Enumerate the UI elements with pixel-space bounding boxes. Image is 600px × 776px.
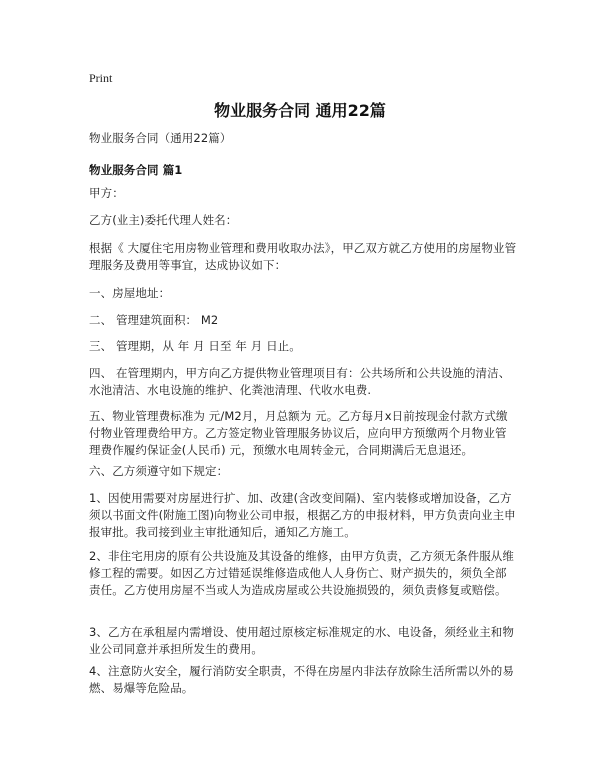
- paragraph-party-a: 甲方：: [89, 186, 124, 200]
- document-subtitle: 物业服务合同（通用22篇）: [89, 131, 232, 145]
- paragraph-clause-4: 四、 在管理期内，甲方向乙方提供物业管理项目有：公共场所和公共设施的清洁、水池清洁、水电设施的维护、化粪池清理、代收水电费.: [89, 366, 511, 397]
- paragraph-rule-4: 4、注意防火安全，履行消防安全职责，不得在房屋内非法存放除生活所需以外的易燃、易爆等危险品。: [89, 664, 515, 695]
- paragraph-preamble: 根据《 大厦住宅用房物业管理和费用收取办法》，甲乙双方就乙方使用的房屋物业管理服务及费用等事宜，达成协议如下：: [89, 241, 517, 272]
- paragraph-rule-1: 1、因使用需要对房屋进行扩、加、改建(含改变间隔)、室内装修或增加设备，乙方须以书面文件(附施工图)向物业公司申报，根据乙方的申报材料，甲方负责向业主申报审批。我司接到业主审批通知后，通知乙方施工。: [89, 491, 516, 539]
- paragraph-party-b: 乙方(业主)委托代理人姓名：: [89, 213, 238, 227]
- document-title: 物业服务合同 通用22篇: [214, 101, 386, 120]
- print-link[interactable]: Print: [89, 71, 113, 85]
- paragraph-clause-5: 五、物业管理费标准为 元/M2月，月总额为 元。乙方每月x日前按现金付款方式缴付物业管理费给甲方。乙方签定物业管理服务协议后，应向甲方预缴两个月物业管理费作履约保证金(人民币) 元，预缴水电周转金元，合同期满后无息退还。: [89, 409, 508, 457]
- paragraph-rule-2: 2、非住宅用房的原有公共设施及其设备的维修，由甲方负责，乙方须无条件服从维修工程的需要。如因乙方过错延误维修造成他人人身伤亡、财产损失的，须负全部责任。乙方使用房屋不当或人为造成房屋或公共设施损毁的，须负责修复或赔偿。: [89, 549, 515, 597]
- paragraph-rule-3: 3、乙方在承租屋内需增设、使用超过原核定标准规定的水、电设备，须经业主和物业公司同意并承担所发生的费用。: [89, 625, 515, 656]
- paragraph-clause-1: 一、房屋地址：: [89, 286, 171, 300]
- paragraph-clause-3: 三、 管理期，从 年 月 日至 年 月 日止。: [89, 339, 301, 353]
- paragraph-clause-6: 六、乙方须遵守如下规定：: [89, 464, 229, 478]
- paragraph-clause-2: 二、 管理建筑面积： M2: [89, 313, 219, 327]
- section-heading: 物业服务合同 篇1: [89, 163, 183, 177]
